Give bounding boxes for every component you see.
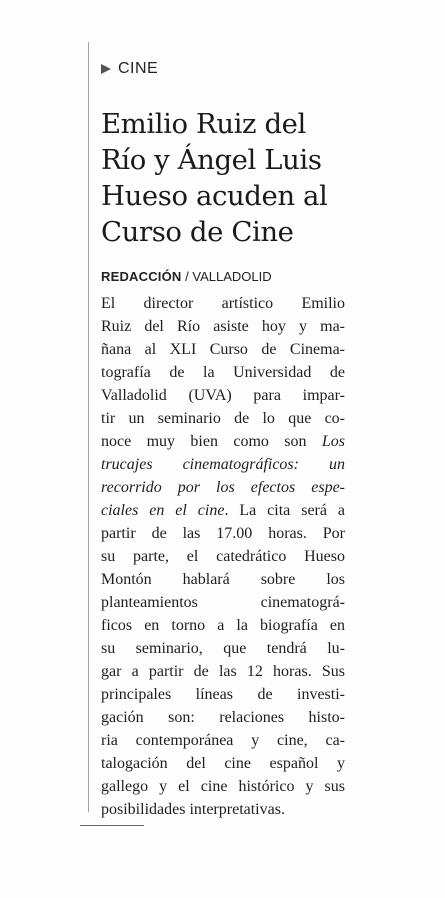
body-line [101,591,345,614]
footer-rule [80,825,144,826]
body-text: gación son: relaciones histo- [101,709,345,726]
body-text: tir un seminario de lo que co- [101,410,345,427]
triangle-marker-icon [100,63,112,75]
headline [101,106,431,250]
body-text: noce muy bien como son [101,433,322,450]
headline-line: Hueso acuden al [101,180,328,212]
body-line [101,338,345,361]
body-text: posibilidades interpretativas. [101,801,285,818]
body-line [101,706,345,729]
body-line [101,315,345,338]
body-italic-text: recorrido por los efectos espe- [101,479,345,496]
body-line [101,775,345,798]
body-line [101,729,345,752]
article-body [101,292,345,821]
body-text: ficos en torno a la biografía en [101,617,345,634]
body-line [101,407,345,430]
body-line [101,430,345,453]
byline-organization: REDACCIÓN [101,269,182,284]
byline [101,269,272,284]
body-line [101,798,345,821]
body-line [101,522,345,545]
byline-city: VALLADOLID [192,269,272,284]
body-text: ria contemporánea y cine, ca- [101,732,345,749]
body-line [101,752,345,775]
body-text: principales líneas de investi- [101,686,345,703]
body-line [101,476,345,499]
section-name: CINE [118,60,159,77]
body-text: gallego y el cine histórico y sus [101,778,345,795]
body-text: planteamientos cinematográ- [101,594,345,611]
body-line [101,292,345,315]
body-italic-text: ciales en el cine [101,502,225,519]
body-line [101,499,345,522]
body-line [101,683,345,706]
body-text: Montón hablará sobre los [101,571,345,588]
body-text: Valladolid (UVA) para impar- [101,387,345,404]
body-italic-text: trucajes cinematográficos: un [101,456,345,473]
body-line [101,568,345,591]
body-text: su parte, el catedrático Hueso [101,548,345,565]
headline-line: Río y Ángel Luis [101,144,322,176]
body-text: gar a partir de las 12 horas. Sus [101,663,345,680]
body-line [101,453,345,476]
body-line [101,361,345,384]
body-line [101,384,345,407]
body-line [101,545,345,568]
body-text: ñana al XLI Curso de Cinema- [101,341,345,358]
body-line [101,614,345,637]
body-italic-text: Los [321,433,345,450]
body-line [101,637,345,660]
body-text: partir de las 17.00 horas. Por [101,525,345,542]
headline-line: Curso de Cine [101,216,294,248]
column-rule [88,42,89,812]
body-text: Ruiz del Río asiste hoy y ma- [101,318,345,335]
body-line [101,660,345,683]
body-text: talogación del cine español y [101,755,345,772]
body-text: su seminario, que tendrá lu- [101,640,345,657]
byline-separator: / [181,269,193,284]
body-text: . La cita será a [224,502,346,519]
headline-line: Emilio Ruiz del [101,108,306,140]
section-label [100,60,158,78]
body-text: El director artístico Emilio [101,295,345,312]
body-text: tografía de la Universidad de [101,364,345,381]
